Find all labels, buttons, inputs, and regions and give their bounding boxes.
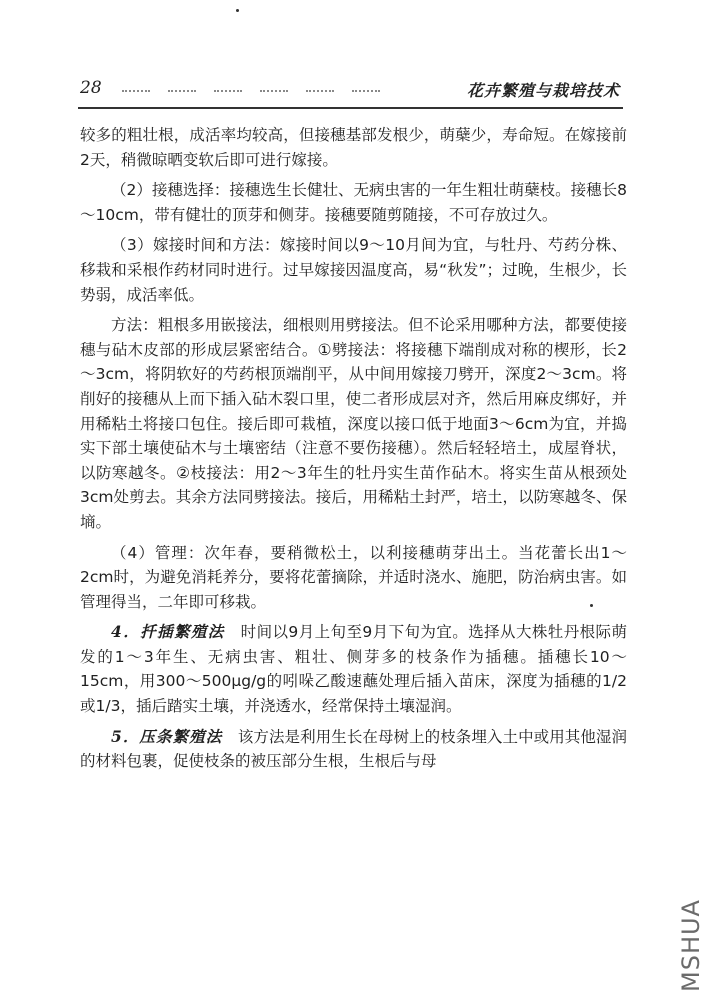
scan-speck <box>236 9 239 12</box>
paragraph: 较多的粗壮根，成活率均较高，但接穗基部发根少，萌蘖少，寿命短。在嫁接前2天，稍微晾晒变软后即可进行嫁接。 <box>80 126 627 169</box>
paragraph: 5．压条繁殖法 该方法是利用生长在母树上的枝条埋入土中或用其他湿润的材料包裹，促使枝条的被压部分生根，生根后与母 <box>80 726 627 771</box>
section-heading: 5．压条繁殖法 <box>111 726 223 746</box>
body-text <box>80 123 627 780</box>
scan-speck <box>590 604 593 607</box>
watermark: MSHUA <box>677 899 705 992</box>
header-rule <box>78 107 623 109</box>
header-dots <box>122 90 422 94</box>
paragraph: （2）接穗选择：接穗选生长健壮、无病虫害的一年生粗壮萌蘖枝。接穗长8～10cm，带有健壮的顶芽和侧芽。接穗要随剪随接，不可存放过久。 <box>80 181 627 224</box>
paragraph: 方法：粗根多用嵌接法，细根则用劈接法。但不论采用哪种方法，都要使接穗与砧木皮部的形成层紧密结合。①劈接法：将接穗下端削成对称的楔形，长2～3cm，将阴软好的芍药根顶端削平，从中间用嫁接刀劈开，深度2～3cm。将削好的接穗从上而下插入砧木裂口里，使二者形成层对齐，然后用麻皮绑好，并用稀粘土将接口包住。接后即可栽植，深度以接口低于地面3～6cm为宜，并捣实下部土壤使砧木与土壤密结（注意不要伤接穗）。然后轻轻培土，成屋脊状，以防寒越冬。②枝接法：用2～3年生的牡丹实生苗作砧木。将实生苗从根颈处3cm处剪去。其余方法同劈接法。接后，用稀粘土封严，培土，以防寒越冬、保墒。 <box>80 316 627 531</box>
paragraph: （4）管理：次年春，要稍微松土，以利接穗萌芽出土。当花蕾长出1～2cm时，为避免消耗养分，要将花蕾摘除，并适时浇水、施肥，防治病虫害。如管理得当，二年即可移栽。 <box>80 543 627 611</box>
paragraph: 4．扦插繁殖法 时间以9月上旬至9月下旬为宜。选择从大株牡丹根际萌发的1～3年生、无病虫害、粗壮、侧芽多的枝条作为插穗。插穗长10～15cm，用300～500μg/g的吲哚乙酸速蘸处理后插入苗床，深度为插穗的1/2或1/3，插后踏实土壤，并浇透水，经常保持土壤湿润。 <box>80 622 627 716</box>
page-number: 28 <box>80 78 102 98</box>
running-title: 花卉繁殖与栽培技术 <box>466 81 620 100</box>
paragraph: （3）嫁接时间和方法：嫁接时间以9～10月间为宜，与牡丹、芍药分株、移栽和采根作药材同时进行。过早嫁接因温度高，易“秋发”；过晚，生根少，长势弱，成活率低。 <box>80 236 627 304</box>
page-header <box>80 78 620 104</box>
section-heading: 4．扦插繁殖法 <box>111 622 225 642</box>
